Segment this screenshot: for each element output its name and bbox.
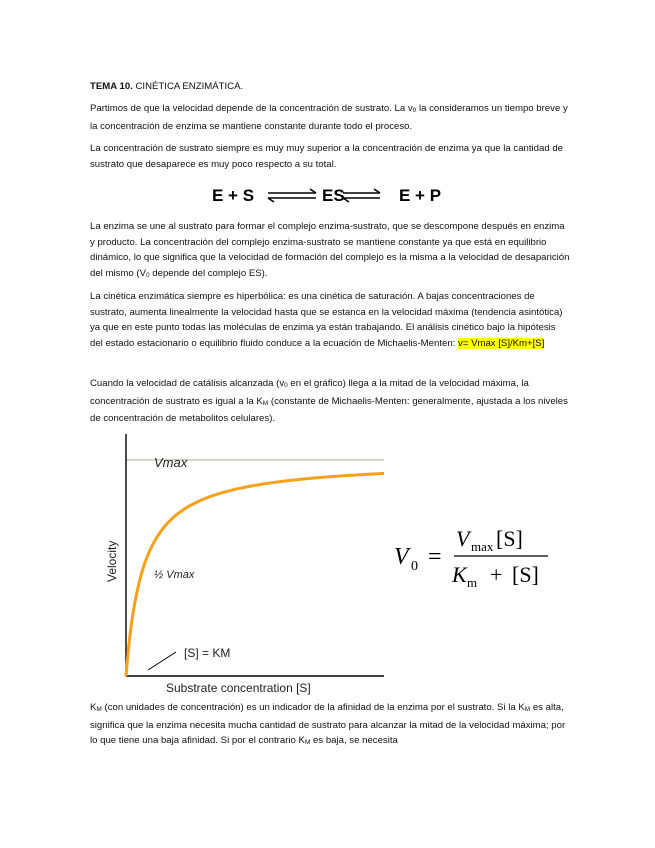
reactants-label: E + S — [212, 186, 255, 205]
y-axis-label: Velocity — [105, 540, 119, 582]
complex-label: ES — [322, 186, 345, 205]
paragraph-4 — [90, 289, 570, 351]
v0-subscript: 0 — [284, 382, 288, 389]
paragraph-3 — [90, 219, 570, 283]
formula-km-subscript: m — [467, 575, 478, 590]
paragraph-3-text-a: La enzima se une al sustrato para formar el complejo enzima-sustrato, que se descompone después en enzima y producto. La concentración del complejo enzima-sustrato se mantiene constante ya que está en equilibrio dinámico, lo que significa que la velocidad de formación del complejo es la misma a la velocidad de desaparición del mismo (V — [90, 221, 570, 279]
michaelis-menten-highlight: v= Vmax [S]/Km+[S] — [458, 337, 545, 349]
page-title — [90, 79, 570, 95]
km-subscript: M — [304, 739, 311, 747]
michaelis-menten-chart — [105, 430, 398, 695]
topic-number: TEMA 10. — [90, 81, 133, 92]
km-label: [S] = KM — [184, 646, 231, 660]
michaelis-menten-formula — [390, 522, 560, 592]
paragraph-6-text-c: es baja, se necesita — [310, 735, 398, 747]
topic-title: CINÉTICA ENZIMÁTICA. — [132, 81, 244, 92]
formula-plus: + — [490, 562, 503, 587]
km-symbol: K — [518, 702, 525, 713]
equilibrium-arrow-1 — [268, 189, 316, 202]
paragraph-6-text-b: es alta, significa que la enzima necesita mucha cantidad de sustrato para alcanzar la mitad de la velocidad máxima; por lo que tiene una baja afinidad. Si por el contrario — [90, 702, 566, 747]
km-subscript: M — [524, 706, 531, 713]
paragraph-2: La concentración de sustrato siempre es muy muy superior a la concentración de enzima ya que la cantidad de sustrato que desaparece es muy poco respecto a su total. — [90, 143, 564, 170]
km-pointer — [148, 652, 176, 670]
paragraph-1-text-a: Partimos de que la velocidad depende de la concentración de sustrato. La v — [90, 103, 413, 114]
km-symbol: K — [298, 735, 305, 747]
paragraph-6-text-a: (con unidades de concentración) es un indicador de la afinidad de la enzima por el sustrato. Si la — [101, 702, 519, 713]
paragraph-4-text: La cinética enzimática siempre es hiperbólica: es una cinética de saturación. A bajas concentraciones de sustrato, aumenta linealmente la velocidad hasta que se estanca en la velocidad máxima (tendencia asintótica) ya que en este punto todas las moléculas de enzima ya están trabajando. El análisis cinético bajo la hipótesis del estado estacionario o equilibrio fluido conduce a la ecuación de Michaelis-Menten: — [90, 291, 563, 349]
vmax-label: Vmax — [154, 455, 188, 470]
v0-subscript: 0 — [145, 271, 150, 279]
v0-subscript: 0 — [412, 107, 417, 114]
km-subscript: M — [262, 399, 269, 407]
paragraph-5-text-b: en el gráfico) llega a la mitad de la velocidad máxima, la concentración de sustrato es igual a la K — [90, 378, 529, 407]
formula-substrate-numerator: [S] — [496, 526, 523, 551]
formula-equals: = — [428, 544, 442, 570]
formula-substrate-denominator: [S] — [512, 562, 539, 587]
paragraph-1 — [90, 101, 570, 134]
km-subscript: M — [96, 706, 102, 713]
paragraph-5-text-a: Cuando la velocidad de catálisis alcanzada (v — [90, 378, 285, 389]
x-axis-label: Substrate concentration [S] — [166, 681, 311, 695]
km-symbol: K — [90, 702, 97, 713]
reaction-equation — [212, 184, 452, 206]
paragraph-5 — [90, 376, 570, 427]
products-label: E + P — [399, 186, 442, 205]
paragraph-1-text-b: la consideramos un tiempo breve y la concentración de enzima se mantiene constante durante todo el proceso. — [90, 103, 568, 132]
formula-km: K — [452, 562, 467, 587]
formula-v-subscript: 0 — [411, 559, 418, 574]
paragraph-5-text-c: (constante de Michaelis-Menten: generalmente, ajustada a los niveles de concentración de metabolitos celulares). — [90, 395, 568, 425]
formula-vmax-subscript: max — [471, 539, 494, 554]
paragraph-6 — [90, 700, 570, 751]
formula-vmax: V — [456, 526, 470, 551]
equilibrium-arrow-2 — [343, 189, 380, 202]
formula-v: V — [394, 544, 409, 570]
paragraph-3-text-b: depende del complejo ES). — [149, 267, 268, 279]
half-vmax-label: ½ Vmax — [154, 569, 195, 581]
